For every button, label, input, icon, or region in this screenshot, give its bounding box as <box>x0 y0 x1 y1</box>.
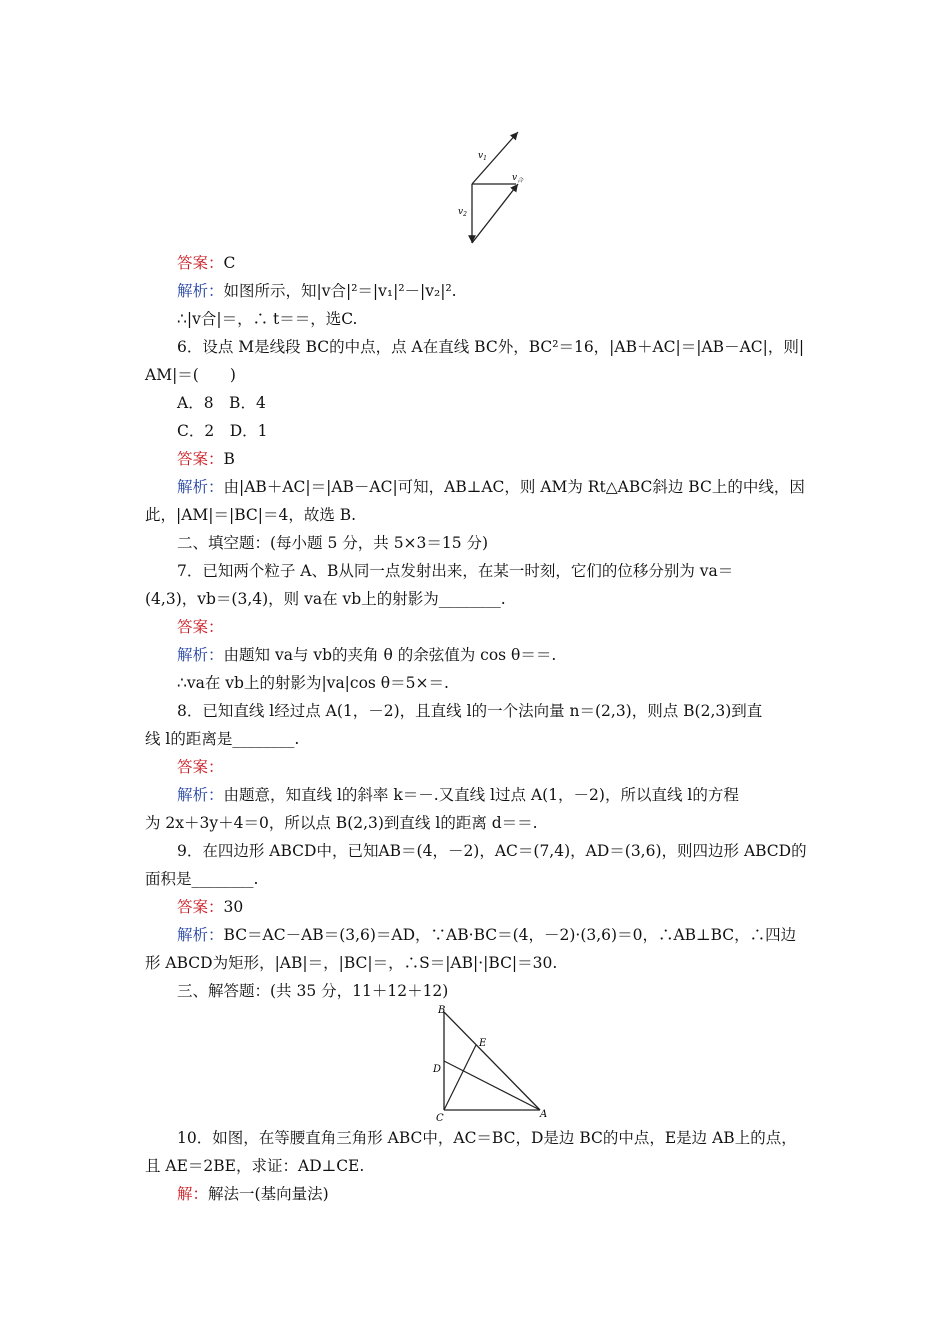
vertex-a-label: A <box>540 1109 548 1120</box>
analysis-line: 解析：如图所示，知|v合|²＝|v₁|²－|v₂|². <box>177 282 457 300</box>
question-7-line: 7．已知两个粒子 A、B从同一点发射出来，在某一时刻，它们的位移分别为 va＝ <box>177 562 734 580</box>
analysis-line: 解析：由题知 va与 vb的夹角 θ 的余弦值为 cos θ＝＝. <box>177 646 557 664</box>
analysis-line: 解析：BC＝AC－AB＝(3,6)＝AD，∵AB·BC＝(4，－2)·(3,6)＝0，∴AB⊥BC，∴四边 <box>177 926 797 944</box>
segment-ad <box>444 1061 540 1110</box>
question-8-line: 线 l的距离是________. <box>145 730 300 748</box>
section-heading: 三、解答题：(共 35 分，11＋12＋12) <box>177 982 449 1000</box>
text-line: 为 2x＋3y＋4＝0，所以点 B(2,3)到直线 l的距离 d＝＝. <box>145 814 538 832</box>
answer-line: 答案：C <box>177 254 236 272</box>
question-6-line: AM|＝( ) <box>145 366 236 384</box>
v2-label: $v_2$ <box>458 207 467 218</box>
side-ab <box>444 1012 540 1110</box>
answer-line: 答案：30 <box>177 898 244 916</box>
triangle-figure <box>428 1004 553 1124</box>
question-9-line: 面积是________. <box>145 870 259 888</box>
analysis-line: 解析：由|AB＋AC|＝|AB－AC|可知，AB⊥AC，则 AM为 Rt△ABC斜边 BC上的中线，因 <box>177 478 805 496</box>
velocity-vector-figure <box>448 128 528 250</box>
segment-ce <box>444 1045 476 1110</box>
question-8-line: 8．已知直线 l经过点 A(1，－2)，且直线 l的一个法向量 n＝(2,3)，则点 B(2,3)到直 <box>177 702 763 720</box>
answer-line: 答案：B <box>177 450 235 468</box>
solution-line: 解：解法一(基向量法) <box>177 1185 329 1203</box>
question-7-line: (4,3)，vb＝(3,4)，则 va在 vb上的射影为________. <box>145 590 506 608</box>
option-line: C．2 D．1 <box>177 422 268 440</box>
text-line: 形 ABCD为矩形，|AB|＝，|BC|＝，∴S＝|AB|·|BC|＝30. <box>145 954 558 972</box>
point-d-label: D <box>433 1064 442 1075</box>
section-heading: 二、填空题：(每小题 5 分，共 5×3＝15 分) <box>177 534 489 552</box>
vertex-b-label: B <box>438 1005 446 1016</box>
option-line: A．8 B．4 <box>177 394 266 412</box>
text-line: ∴|v合|＝，∴ t＝＝，选C. <box>177 310 358 328</box>
v1-label: $v_1$ <box>478 151 487 162</box>
question-9-line: 9．在四边形 ABCD中，已知AB＝(4，－2)，AC＝(7,4)，AD＝(3,6)，则四边形 ABCD的 <box>177 842 807 860</box>
answer-line: 答案： <box>177 618 224 636</box>
analysis-line: 解析：由题意，知直线 l的斜率 k＝－.又直线 l过点 A(1，－2)，所以直线 l的方程 <box>177 786 739 804</box>
point-e-label: E <box>479 1038 487 1049</box>
answer-line: 答案： <box>177 758 224 776</box>
text-line: 此，|AM|＝|BC|＝4，故选 B. <box>145 506 357 524</box>
question-6-line: 6．设点 M是线段 BC的中点，点 A在直线 BC外，BC²＝16，|AB＋AC|＝|AB－AC|，则| <box>177 338 805 356</box>
question-10-line: 且 AE＝2BE，求证：AD⊥CE. <box>145 1157 365 1175</box>
question-10-line: 10．如图，在等腰直角三角形 ABC中，AC＝BC，D是边 BC的中点，E是边 AB上的点， <box>177 1129 797 1147</box>
vertex-c-label: C <box>436 1113 444 1124</box>
text-line: ∴va在 vb上的射影为|va|cos θ＝5×＝. <box>177 674 449 692</box>
hypotenuse-line <box>472 184 518 243</box>
v-he-label: $v_合$ <box>512 173 524 184</box>
